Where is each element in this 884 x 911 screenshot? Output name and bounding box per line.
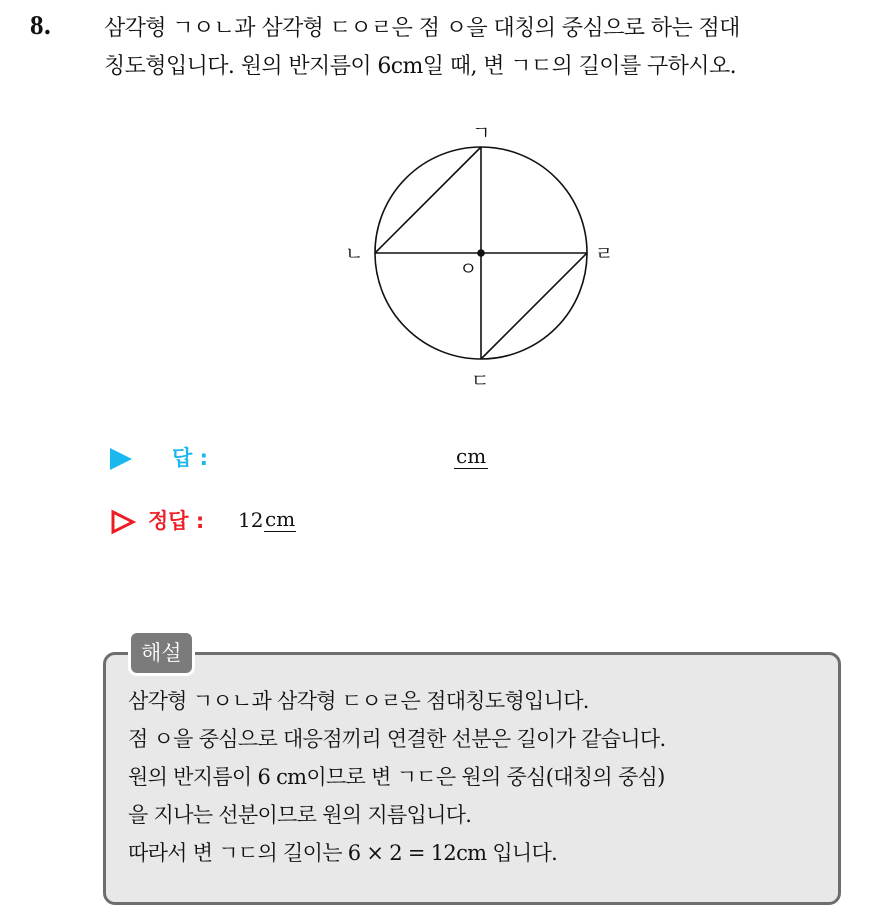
explanation-line: 따라서 변 ㄱㄷ의 길이는 6 × 2 = 12cm 입니다.	[128, 841, 558, 865]
explanation-line: 을 지나는 선분이므로 원의 지름입니다.	[128, 803, 472, 827]
center-point	[477, 249, 485, 257]
label-left: ㄴ	[345, 243, 364, 265]
play-triangle-icon	[110, 448, 132, 470]
answer-row	[110, 442, 610, 476]
segment-giyeok-nieun	[375, 147, 481, 253]
correct-answer-value: 12	[238, 508, 264, 532]
question-number: 8.	[30, 10, 52, 40]
question-line: 칭도형입니다. 원의 반지름이 6cm일 때, 변 ㄱㄷ의 길이를 구하시오.	[104, 54, 737, 79]
label-bottom: ㄷ	[471, 370, 490, 392]
correct-answer-unit: cm	[265, 507, 296, 531]
geometry-figure	[335, 115, 635, 400]
label-center: ㅇ	[459, 258, 478, 280]
circle-diagram	[335, 115, 635, 400]
explanation-tag: 해설	[128, 630, 195, 676]
question-line: 삼각형 ㄱㅇㄴ과 삼각형 ㄷㅇㄹ은 점 ㅇ을 대칭의 중심으로 하는 점대	[104, 16, 740, 41]
correct-answer-label: 정답 :	[148, 509, 205, 533]
correct-answer-row	[110, 505, 610, 539]
question-text	[104, 10, 864, 86]
explanation-line: 원의 반지름이 6 cm이므로 변 ㄱㄷ은 원의 중심(대칭의 중심)	[128, 765, 665, 789]
explanation-text	[128, 682, 828, 872]
explanation-line: 삼각형 ㄱㅇㄴ과 삼각형 ㄷㅇㄹ은 점대칭도형입니다.	[128, 689, 589, 713]
label-top: ㄱ	[472, 122, 491, 144]
answer-label: 답 :	[172, 446, 208, 470]
segment-rieul-digeut	[481, 253, 587, 359]
outline-triangle-icon	[110, 509, 136, 535]
label-right: ㄹ	[595, 243, 614, 265]
answer-blank[interactable]: cm	[456, 444, 487, 468]
explanation-line: 점 ㅇ을 중심으로 대응점끼리 연결한 선분은 길이가 같습니다.	[128, 727, 666, 751]
